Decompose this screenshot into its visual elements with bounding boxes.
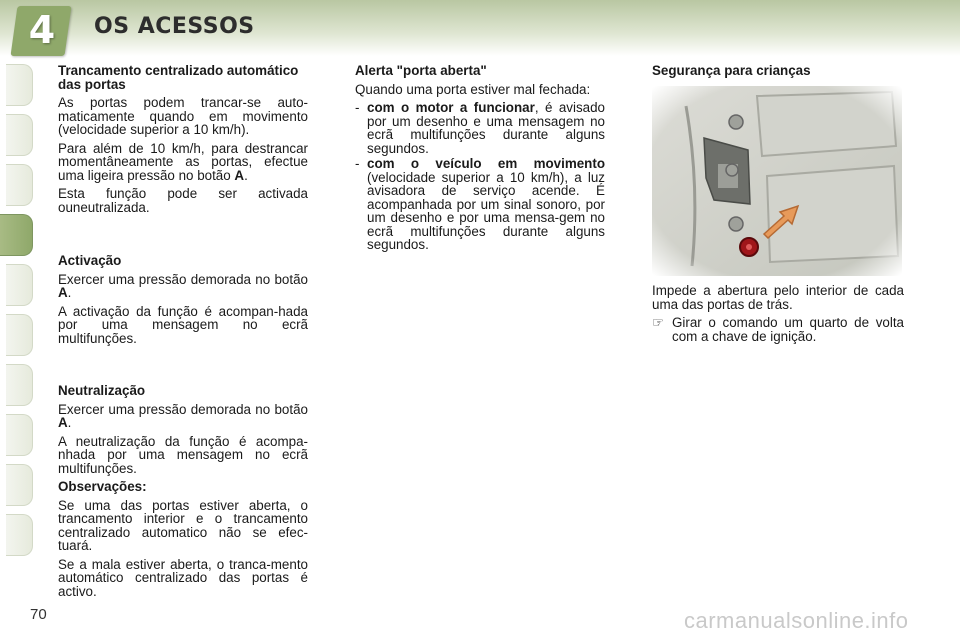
paragraph: As portas podem trancar-se auto-maticamente quando em movimento (velocidade superior a 10 km/h). <box>58 95 308 137</box>
button-a-label: A <box>234 167 245 183</box>
item-text: , é avisado por um desenho e uma mensagem no ecrã multifunções durante alguns segundos. <box>367 100 606 156</box>
section-heading: Activação <box>58 253 122 268</box>
list-item <box>355 157 605 252</box>
chapter-tab[interactable] <box>6 314 33 356</box>
page-number: 70 <box>30 606 47 623</box>
section-heading: Neutralização <box>58 383 146 398</box>
paragraph: Esta função pode ser activada ouneutralizada. <box>58 186 308 215</box>
chapter-tab[interactable] <box>6 514 33 556</box>
paragraph: Para além de 10 km/h, para destrancar momentâneamente as portas, efectue uma ligeira pressão no botão A. <box>58 140 308 183</box>
item-bold: com o motor a funcionar <box>367 100 535 115</box>
section-heading: Observações: <box>58 479 147 494</box>
item-text: (velocidade superior a 10 km/h), a luz avisadora de serviço acende. É acompanhada por um sinal sonoro, por um desenho e por uma mensa-gem no ecrã multifunções durante alguns segundos. <box>367 169 605 252</box>
section-auto-locking <box>58 64 308 219</box>
column-middle <box>355 64 605 254</box>
chapter-tab[interactable] <box>6 264 33 306</box>
column-right-text <box>652 284 904 345</box>
page-title: OS ACESSOS <box>94 14 255 39</box>
list-dash: - <box>355 100 360 115</box>
chapter-tab[interactable] <box>6 64 33 106</box>
chapter-tab[interactable] <box>6 364 33 406</box>
paragraph: Quando uma porta estiver mal fechada: <box>355 81 591 97</box>
section-observations <box>58 480 308 603</box>
button-a-label: A <box>58 415 68 430</box>
chapter-tab[interactable] <box>6 414 33 456</box>
pointing-hand-icon: ☞ <box>652 315 665 330</box>
chapter-number: 4 <box>28 8 56 52</box>
paragraph: Impede a abertura pelo interior de cada uma das portas de trás. <box>652 283 904 312</box>
chapter-tab[interactable] <box>6 114 33 156</box>
chapter-tab[interactable] <box>6 164 33 206</box>
button-a-label: A <box>58 285 68 300</box>
section-neutralization <box>58 384 308 480</box>
paragraph: A neutralização da função é acompa-nhada por uma mensagem no ecrã multifunções. <box>58 433 308 476</box>
paragraph: A activação da função é acompan-hada por uma mensagem no ecrã multifunções. <box>58 303 308 346</box>
instruction-text: Girar o comando um quarto de volta com a chave de ignição. <box>672 315 904 344</box>
section-heading: Alerta "porta aberta" <box>355 63 487 78</box>
image-vignette <box>652 86 902 276</box>
section-activation <box>58 254 308 350</box>
list-item <box>355 101 605 155</box>
chapter-tab-active[interactable] <box>0 214 33 256</box>
paragraph: Se a mala estiver aberta, o tranca-mento automático centralizado das portas é activo. <box>58 556 308 599</box>
chapter-tab[interactable] <box>6 464 33 506</box>
paragraph: Exercer uma pressão demorada no botão A. <box>58 271 308 300</box>
column-right <box>652 64 904 83</box>
item-bold: com o veículo em movimento <box>367 156 605 171</box>
watermark: carmanualsonline.info <box>684 608 909 633</box>
section-heading: Trancamento centralizado automático das portas <box>58 63 299 92</box>
section-heading: Segurança para crianças <box>652 63 811 78</box>
instruction-item <box>652 316 904 343</box>
list-dash: - <box>355 156 360 171</box>
paragraph: Se uma das portas estiver aberta, o trancamento interior e o trancamento centralizado automatico não se efec-tuará. <box>58 497 308 553</box>
paragraph: Exercer uma pressão demorada no botão A. <box>58 401 308 430</box>
child-lock-illustration <box>652 86 902 276</box>
